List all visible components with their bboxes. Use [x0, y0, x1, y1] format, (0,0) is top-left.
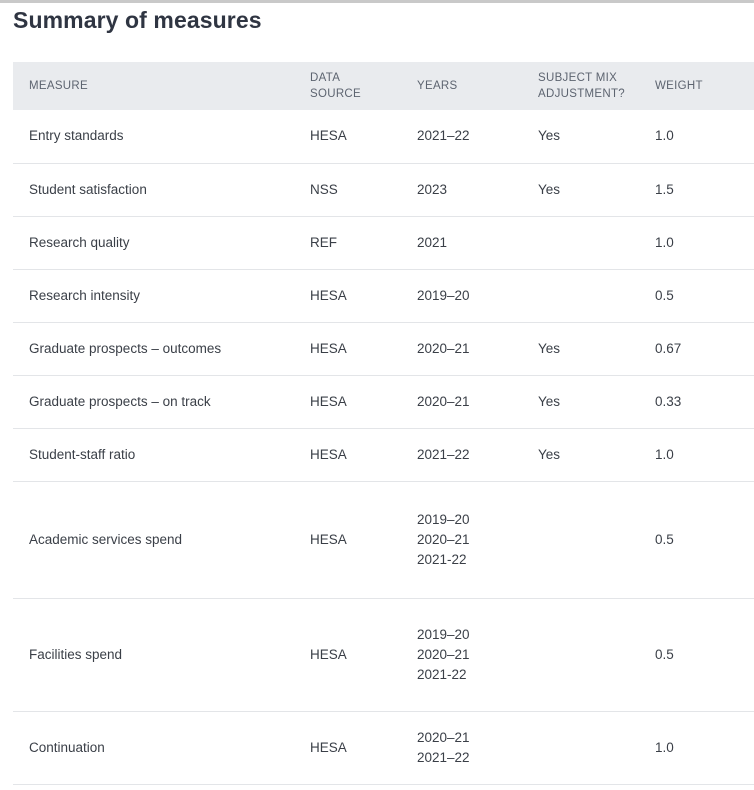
cell-data-source: REF: [310, 216, 417, 269]
cell-weight: 1.5: [655, 163, 754, 216]
header-years: YEARS: [417, 80, 458, 92]
year-value: 2021: [417, 234, 448, 250]
table-row: [13, 110, 754, 163]
cell-years: [417, 375, 538, 428]
year-value: 2019–20: [417, 626, 470, 642]
header-weight: WEIGHT: [655, 80, 703, 92]
cell-data-source: HESA: [310, 711, 417, 784]
header-subject-mix-line2: ADJUSTMENT?: [538, 88, 626, 100]
cell-years: [417, 598, 538, 711]
year-value: 2020–21: [417, 531, 470, 547]
header-subject-mix: [538, 62, 655, 110]
header-subject-mix-line1: SUBJECT MIX: [538, 72, 618, 84]
cell-measure: Graduate prospects – on track: [13, 375, 310, 428]
cell-data-source: HESA: [310, 598, 417, 711]
cell-weight: 0.5: [655, 481, 754, 598]
year-value: 2023: [417, 181, 448, 197]
table-row: [13, 163, 754, 216]
cell-years: [417, 163, 538, 216]
cell-subject-mix-adjustment: [538, 216, 655, 269]
cell-subject-mix-adjustment: [538, 481, 655, 598]
table-row: [13, 269, 754, 322]
page-title: Summary of measures: [13, 7, 262, 33]
cell-weight: 0.33: [655, 375, 754, 428]
cell-subject-mix-adjustment: [538, 269, 655, 322]
cell-years: [417, 322, 538, 375]
cell-subject-mix-adjustment: Yes: [538, 163, 655, 216]
cell-weight: 0.5: [655, 598, 754, 711]
year-value: 2019–20: [417, 287, 470, 303]
cell-subject-mix-adjustment: Yes: [538, 322, 655, 375]
cell-measure: Continuation: [13, 711, 310, 784]
cell-subject-mix-adjustment: [538, 711, 655, 784]
cell-subject-mix-adjustment: Yes: [538, 110, 655, 163]
cell-weight: 1.0: [655, 110, 754, 163]
year-value: 2019–20: [417, 511, 470, 527]
cell-data-source: HESA: [310, 110, 417, 163]
cell-measure: Student-staff ratio: [13, 428, 310, 481]
year-value: 2020–21: [417, 340, 470, 356]
year-value: 2021–22: [417, 446, 470, 462]
cell-measure: Research quality: [13, 216, 310, 269]
cell-years: [417, 269, 538, 322]
table-row: [13, 711, 754, 784]
table-row: [13, 598, 754, 711]
table-body: [13, 110, 754, 784]
cell-data-source: HESA: [310, 428, 417, 481]
year-value: 2021-22: [417, 666, 467, 682]
table-row: [13, 375, 754, 428]
table-row: [13, 216, 754, 269]
cell-weight: 0.67: [655, 322, 754, 375]
cell-subject-mix-adjustment: Yes: [538, 375, 655, 428]
cell-weight: 1.0: [655, 711, 754, 784]
header-data-source-line2: SOURCE: [310, 88, 362, 100]
cell-subject-mix-adjustment: [538, 598, 655, 711]
year-value: 2020–21: [417, 646, 470, 662]
cell-years: [417, 216, 538, 269]
cell-subject-mix-adjustment: Yes: [538, 428, 655, 481]
cell-years: [417, 711, 538, 784]
measures-table: [13, 62, 754, 785]
top-border: [0, 0, 754, 3]
cell-data-source: HESA: [310, 375, 417, 428]
cell-measure: Graduate prospects – outcomes: [13, 322, 310, 375]
year-value: 2021-22: [417, 551, 467, 567]
year-value: 2020–21: [417, 729, 470, 745]
measures-table-container: [13, 62, 739, 785]
cell-weight: 1.0: [655, 216, 754, 269]
cell-measure: Entry standards: [13, 110, 310, 163]
year-value: 2021–22: [417, 128, 470, 144]
cell-measure: Student satisfaction: [13, 163, 310, 216]
cell-data-source: HESA: [310, 322, 417, 375]
header-measure: MEASURE: [29, 80, 88, 92]
cell-measure: Research intensity: [13, 269, 310, 322]
table-row: [13, 428, 754, 481]
header-data-source-line1: DATA: [310, 72, 341, 84]
cell-years: [417, 428, 538, 481]
header-data-source: [310, 62, 417, 110]
cell-years: [417, 481, 538, 598]
cell-weight: 1.0: [655, 428, 754, 481]
year-value: 2021–22: [417, 749, 470, 765]
cell-years: [417, 110, 538, 163]
table-row: [13, 481, 754, 598]
cell-data-source: NSS: [310, 163, 417, 216]
table-header-row: [13, 62, 754, 110]
cell-measure: Facilities spend: [13, 598, 310, 711]
table-row: [13, 322, 754, 375]
cell-data-source: HESA: [310, 481, 417, 598]
cell-weight: 0.5: [655, 269, 754, 322]
cell-data-source: HESA: [310, 269, 417, 322]
cell-measure: Academic services spend: [13, 481, 310, 598]
year-value: 2020–21: [417, 393, 470, 409]
